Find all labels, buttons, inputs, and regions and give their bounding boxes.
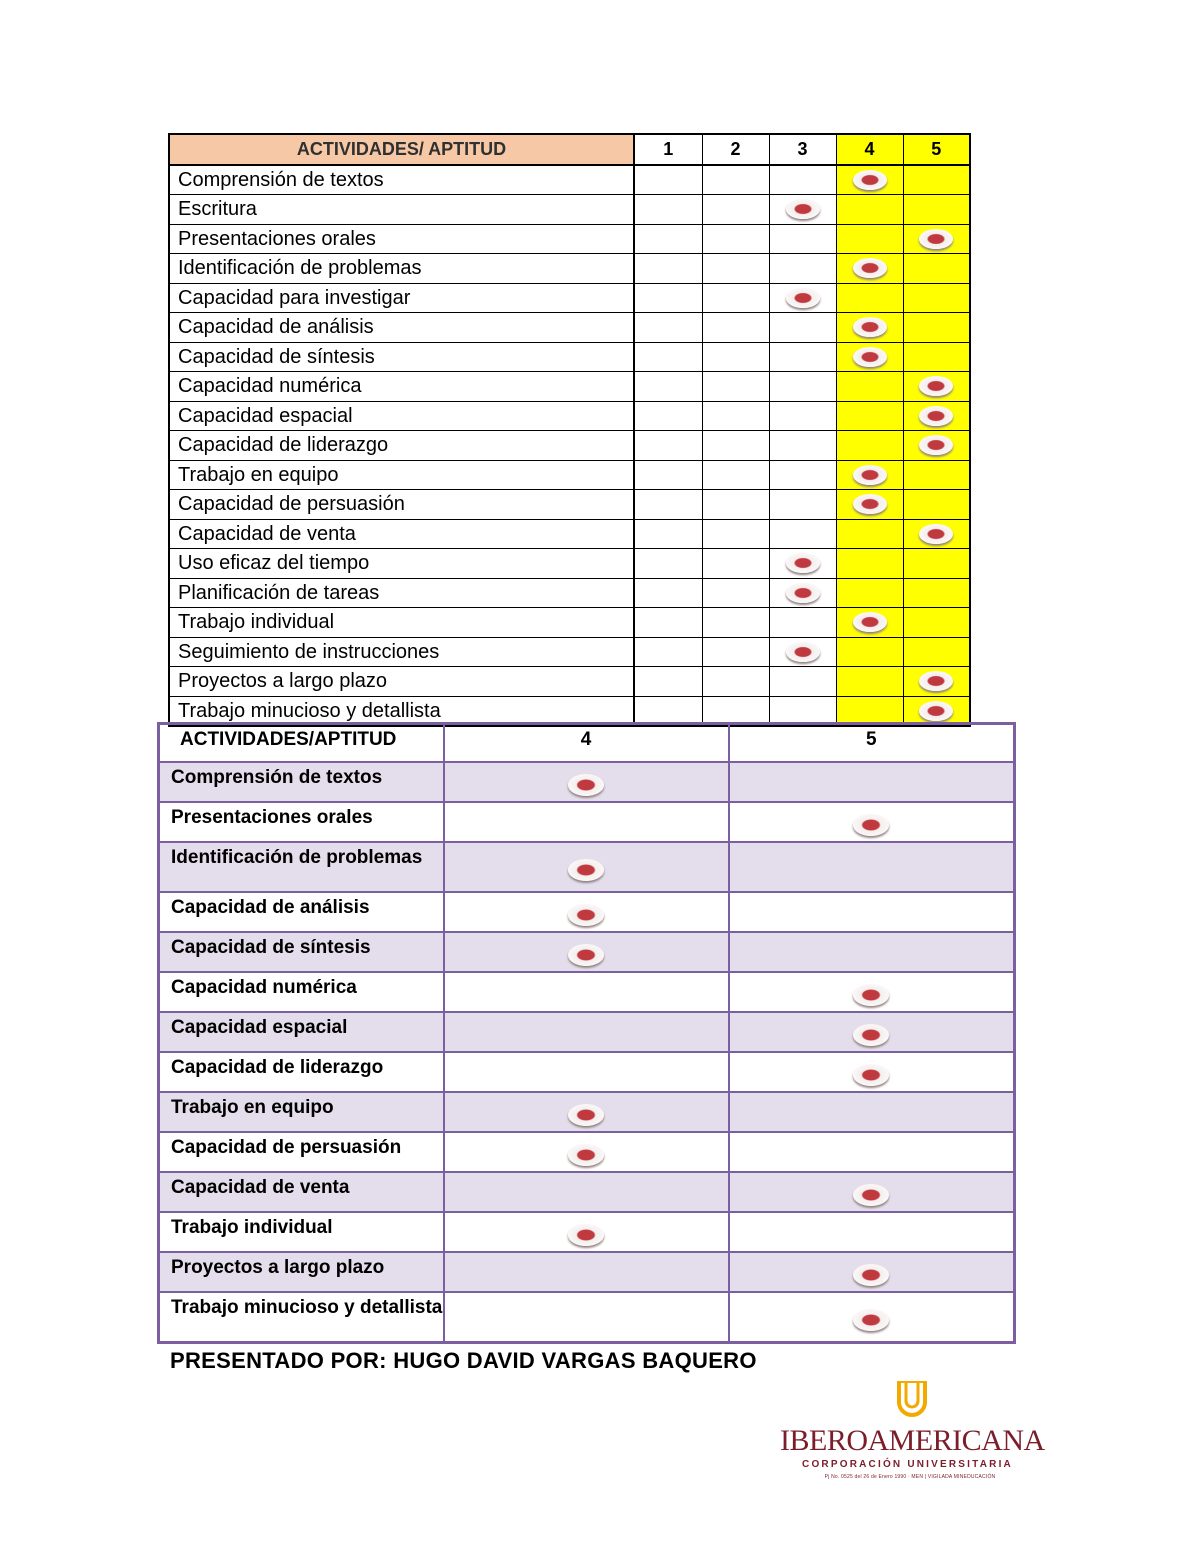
table1-row [169,549,970,579]
rating-cell-2 [702,372,769,402]
rating-cell-1 [634,519,702,549]
rating-cell-5 [903,667,970,697]
aptitude-label: Capacidad de análisis [159,892,444,932]
aptitude-label: Trabajo individual [169,608,634,638]
rating-cell-4 [836,401,903,431]
rating-cell-3 [769,224,836,254]
red-oval-marker-icon [919,406,953,426]
aptitude-label: Seguimiento de instrucciones [169,637,634,667]
aptitude-label: Capacidad de liderazgo [169,431,634,461]
aptitude-label: Trabajo minucioso y detallista [159,1292,444,1343]
rating-cell-5 [729,762,1015,802]
red-oval-marker-icon [853,612,887,632]
rating-cell-5 [903,165,970,195]
rating-cell-5 [903,490,970,520]
table1-row [169,342,970,372]
rating-cell-4 [836,342,903,372]
aptitude-label: Capacidad espacial [169,401,634,431]
rating-cell-5 [903,283,970,313]
rating-cell-5 [903,519,970,549]
rating-cell-3 [769,372,836,402]
table2-row [159,762,1015,802]
table2-header-row [159,724,1015,762]
table2-row [159,1212,1015,1252]
red-oval-marker-icon [786,642,820,662]
aptitude-label: Trabajo minucioso y detallista [169,696,634,726]
aptitude-label: Capacidad para investigar [169,283,634,313]
table1-header-row [169,134,970,165]
rating-cell-5 [729,1252,1015,1292]
table1-row [169,283,970,313]
rating-cell-4 [836,283,903,313]
rating-cell-1 [634,549,702,579]
table1-row [169,165,970,195]
rating-cell-5 [903,342,970,372]
aptitude-label: Capacidad numérica [169,372,634,402]
table1-row [169,608,970,638]
rating-cell-4 [444,1052,729,1092]
rating-cell-1 [634,460,702,490]
level-2-header: 2 [702,134,769,165]
iberoamericana-logo [780,1380,1045,1480]
rating-cell-4 [836,313,903,343]
red-oval-marker-icon [853,347,887,367]
rating-cell-3 [769,401,836,431]
rating-cell-1 [634,401,702,431]
rating-cell-3 [769,490,836,520]
red-oval-marker-icon [919,671,953,691]
rating-cell-4 [836,667,903,697]
table1-row [169,519,970,549]
red-oval-marker-icon [853,984,889,1006]
red-oval-marker-icon [786,583,820,603]
rating-cell-3 [769,519,836,549]
rating-cell-5 [903,578,970,608]
level-5-header: 5 [903,134,970,165]
rating-cell-1 [634,431,702,461]
presented-by: PRESENTADO POR: HUGO DAVID VARGAS BAQUERO [170,1348,757,1373]
rating-cell-3 [769,165,836,195]
logo-brand: IBEROAMERICANA [780,1424,1045,1457]
rating-cell-4 [836,460,903,490]
rating-cell-1 [634,667,702,697]
aptitude-label: Trabajo en equipo [169,460,634,490]
rating-cell-5 [729,802,1015,842]
rating-cell-1 [634,283,702,313]
rating-cell-4 [444,802,729,842]
rating-cell-3 [769,549,836,579]
rating-cell-4 [444,1212,729,1252]
rating-cell-5 [903,401,970,431]
rating-cell-1 [634,313,702,343]
red-oval-marker-icon [568,1104,604,1126]
red-oval-marker-icon [853,1309,889,1331]
red-oval-marker-icon [919,524,953,544]
level-1-header: 1 [634,134,702,165]
red-oval-marker-icon [853,1024,889,1046]
rating-cell-4 [836,490,903,520]
table1-row [169,667,970,697]
table2-row [159,842,1015,892]
rating-cell-1 [634,637,702,667]
rating-cell-2 [702,637,769,667]
rating-cell-2 [702,165,769,195]
rating-cell-1 [634,490,702,520]
rating-cell-2 [702,431,769,461]
aptitude-label: Comprensión de textos [169,165,634,195]
rating-cell-2 [702,667,769,697]
rating-cell-2 [702,401,769,431]
logo-fine-print: Pj No. 0525 del 26 de Enero 1990 · MEN | VIGILADA MINEDUCACIÓN [824,1474,996,1480]
aptitude-table-1-to-5 [168,133,971,727]
table1-row [169,372,970,402]
table2-row [159,1132,1015,1172]
rating-cell-4 [444,932,729,972]
rating-cell-5 [729,1132,1015,1172]
rating-cell-2 [702,254,769,284]
aptitude-label: Presentaciones orales [159,802,444,842]
rating-cell-4 [836,608,903,638]
red-oval-marker-icon [919,229,953,249]
aptitude-label: Presentaciones orales [169,224,634,254]
rating-cell-3 [769,254,836,284]
rating-cell-3 [769,637,836,667]
rating-cell-4 [444,892,729,932]
rating-cell-5 [903,637,970,667]
rating-cell-5 [903,254,970,284]
rating-cell-1 [634,342,702,372]
rating-cell-5 [903,372,970,402]
rating-cell-3 [769,578,836,608]
rating-cell-4 [836,578,903,608]
rating-cell-4 [836,431,903,461]
rating-cell-5 [903,431,970,461]
rating-cell-2 [702,578,769,608]
rating-cell-1 [634,224,702,254]
table1-row [169,431,970,461]
rating-cell-5 [729,1212,1015,1252]
red-oval-marker-icon [853,317,887,337]
level-4-header: 4 [836,134,903,165]
table1-row [169,195,970,225]
rating-cell-2 [702,519,769,549]
rating-cell-2 [702,549,769,579]
rating-cell-5 [729,972,1015,1012]
rating-cell-3 [769,342,836,372]
table2-level-5-header: 5 [729,724,1015,762]
rating-cell-2 [702,608,769,638]
table1-row [169,401,970,431]
rating-cell-2 [702,490,769,520]
rating-cell-3 [769,283,836,313]
rating-cell-5 [903,195,970,225]
red-oval-marker-icon [853,494,887,514]
rating-cell-5 [729,1012,1015,1052]
aptitude-table-top-levels [157,722,1016,1344]
red-oval-marker-icon [786,199,820,219]
rating-cell-5 [903,224,970,254]
rating-cell-5 [729,1052,1015,1092]
rating-cell-4 [836,195,903,225]
red-oval-marker-icon [853,258,887,278]
rating-cell-4 [444,762,729,802]
red-oval-marker-icon [568,1144,604,1166]
rating-cell-4 [444,842,729,892]
aptitude-label: Trabajo en equipo [159,1092,444,1132]
table2-row [159,892,1015,932]
rating-cell-2 [702,460,769,490]
table1-header-label: ACTIVIDADES/ APTITUD [169,134,634,165]
table2-header-label: ACTIVIDADES/APTITUD [159,724,444,762]
rating-cell-2 [702,224,769,254]
rating-cell-2 [702,195,769,225]
table2-row [159,1292,1015,1343]
table1-row [169,254,970,284]
rating-cell-5 [729,1292,1015,1343]
rating-cell-3 [769,667,836,697]
red-oval-marker-icon [568,944,604,966]
aptitude-label: Capacidad de síntesis [169,342,634,372]
red-oval-marker-icon [853,1264,889,1286]
aptitude-label: Proyectos a largo plazo [169,667,634,697]
red-oval-marker-icon [853,465,887,485]
aptitude-label: Capacidad de liderazgo [159,1052,444,1092]
rating-cell-4 [836,637,903,667]
aptitude-label: Capacidad de síntesis [159,932,444,972]
rating-cell-4 [444,1292,729,1343]
rating-cell-3 [769,195,836,225]
rating-cell-4 [836,372,903,402]
aptitude-label: Uso eficaz del tiempo [169,549,634,579]
table2-row [159,1092,1015,1132]
rating-cell-3 [769,608,836,638]
table1-row [169,578,970,608]
rating-cell-5 [903,313,970,343]
red-oval-marker-icon [568,1224,604,1246]
rating-cell-1 [634,254,702,284]
rating-cell-1 [634,195,702,225]
rating-cell-3 [769,460,836,490]
rating-cell-3 [769,431,836,461]
rating-cell-4 [444,1092,729,1132]
aptitude-label: Escritura [169,195,634,225]
u-emblem-icon [895,1380,929,1420]
table2-row [159,1172,1015,1212]
rating-cell-5 [903,549,970,579]
table2-row [159,1252,1015,1292]
table2-row [159,802,1015,842]
rating-cell-4 [836,254,903,284]
aptitude-label: Capacidad de análisis [169,313,634,343]
red-oval-marker-icon [919,435,953,455]
rating-cell-5 [729,842,1015,892]
table2-row [159,1012,1015,1052]
table1-row [169,313,970,343]
rating-cell-1 [634,608,702,638]
rating-cell-5 [903,608,970,638]
rating-cell-4 [444,1132,729,1172]
red-oval-marker-icon [568,859,604,881]
rating-cell-4 [444,1172,729,1212]
rating-cell-2 [702,342,769,372]
rating-cell-4 [836,549,903,579]
rating-cell-1 [634,165,702,195]
rating-cell-2 [702,283,769,313]
aptitude-label: Capacidad de persuasión [169,490,634,520]
table2-row [159,1052,1015,1092]
rating-cell-5 [729,932,1015,972]
table1-row [169,637,970,667]
aptitude-label: Trabajo individual [159,1212,444,1252]
red-oval-marker-icon [853,1184,889,1206]
red-oval-marker-icon [919,701,953,721]
red-oval-marker-icon [786,553,820,573]
red-oval-marker-icon [853,1064,889,1086]
aptitude-label: Capacidad de venta [169,519,634,549]
red-oval-marker-icon [853,170,887,190]
table1-row [169,224,970,254]
rating-cell-3 [769,313,836,343]
aptitude-label: Capacidad espacial [159,1012,444,1052]
red-oval-marker-icon [919,376,953,396]
rating-cell-5 [729,892,1015,932]
rating-cell-5 [729,1172,1015,1212]
rating-cell-1 [634,372,702,402]
red-oval-marker-icon [853,814,889,836]
rating-cell-4 [444,1252,729,1292]
logo-subtitle: CORPORACIÓN UNIVERSITARIA [802,1459,1013,1470]
rating-cell-5 [729,1092,1015,1132]
rating-cell-4 [836,519,903,549]
rating-cell-4 [836,224,903,254]
table2-level-4-header: 4 [444,724,729,762]
aptitude-label: Identificación de problemas [169,254,634,284]
red-oval-marker-icon [786,288,820,308]
rating-cell-4 [444,972,729,1012]
aptitude-label: Identificación de problemas [159,842,444,892]
table2-row [159,932,1015,972]
rating-cell-4 [444,1012,729,1052]
table1-row [169,490,970,520]
aptitude-label: Proyectos a largo plazo [159,1252,444,1292]
rating-cell-1 [634,578,702,608]
aptitude-label: Planificación de tareas [169,578,634,608]
red-oval-marker-icon [568,904,604,926]
aptitude-label: Comprensión de textos [159,762,444,802]
red-oval-marker-icon [568,774,604,796]
aptitude-label: Capacidad de venta [159,1172,444,1212]
rating-cell-5 [903,460,970,490]
rating-cell-4 [836,165,903,195]
level-3-header: 3 [769,134,836,165]
table1-row [169,460,970,490]
rating-cell-2 [702,313,769,343]
aptitude-label: Capacidad de persuasión [159,1132,444,1172]
table2-row [159,972,1015,1012]
aptitude-label: Capacidad numérica [159,972,444,1012]
